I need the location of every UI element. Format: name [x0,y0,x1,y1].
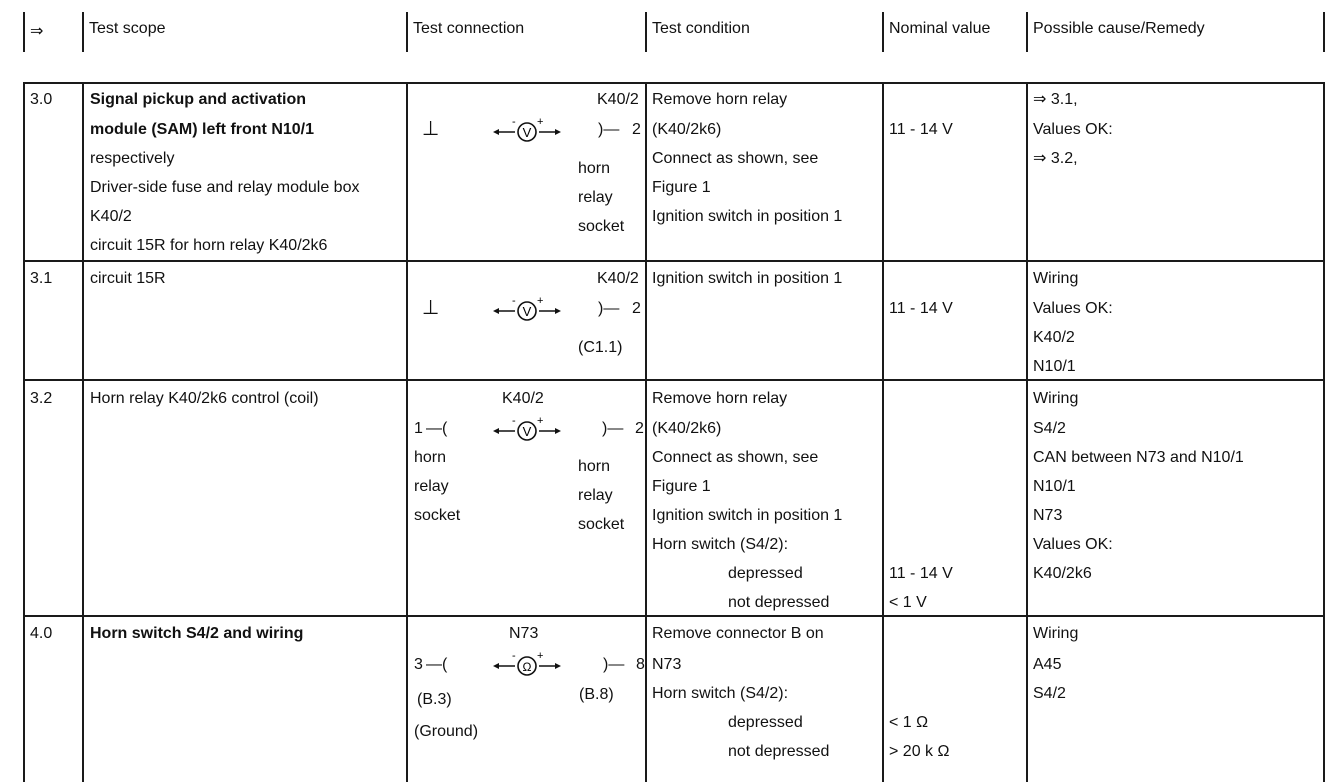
cause-line: Wiring [1033,390,1079,407]
condition-line: Figure 1 [652,179,711,196]
step-number: 4.0 [30,625,53,642]
nominal-value: 11 - 14 V [889,121,953,138]
connector-sub: horn [578,160,611,177]
condition-line: Remove horn relay [652,390,788,407]
condition-line: N73 [652,656,682,673]
cause-line: K40/2k6 [1033,565,1092,582]
svg-text:-: - [512,415,516,427]
connector-plug-icon: )— [602,420,624,437]
connector-sub: (B.8) [579,686,614,703]
condition-line: Remove connector B on [652,625,824,642]
condition-line: not depressed [728,743,830,760]
voltmeter-icon [493,295,561,322]
header-test-connection: Test connection [413,20,525,37]
meter-symbol: V [522,424,532,439]
connector-sub: relay [578,487,613,504]
cause-line: S4/2 [1033,420,1066,437]
condition-line: Remove horn relay [652,91,788,108]
grid-line [882,12,884,52]
cause-line: CAN between N73 and N10/1 [1033,449,1244,466]
pin-number: 2 [632,121,641,138]
ohmmeter-icon [493,650,561,677]
voltmeter-icon [493,415,561,442]
cause-line: Values OK: [1033,536,1113,553]
meter-symbol: Ω [522,660,532,674]
cause-line: N73 [1033,507,1063,524]
connector-label: K40/2 [597,270,639,287]
svg-text:+: + [537,650,544,662]
connector-sub: socket [578,218,625,235]
grid-line [1323,12,1325,52]
grid-line [645,82,647,782]
svg-text:+: + [537,415,544,427]
connector-socket-icon: —( [426,656,448,673]
cause-line: ⇒ 3.1, [1033,91,1078,108]
scope-line: Driver-side fuse and relay module box [90,179,360,196]
grid-line [645,12,647,52]
svg-text:-: - [512,116,516,128]
cause-line: N10/1 [1033,478,1076,495]
condition-line: depressed [728,714,803,731]
grid-line [1026,82,1028,782]
grid-line [406,12,408,52]
condition-line: (K40/2k6) [652,121,722,138]
cause-line: Values OK: [1033,300,1113,317]
step-number: 3.0 [30,91,53,108]
connector-sub: socket [578,516,625,533]
nominal-value: > 20 k Ω [889,743,950,760]
nominal-value: 11 - 14 V [889,300,953,317]
ground-symbol: ⊥ [422,118,440,140]
step-number: 3.1 [30,270,53,287]
pin-number: 2 [635,420,644,437]
connector-sub: relay [414,478,449,495]
meter-symbol: V [522,304,532,319]
scope-line: K40/2 [90,208,132,225]
grid-line [23,379,1325,381]
condition-line: Horn switch (S4/2): [652,536,789,553]
svg-text:+: + [537,116,544,128]
cause-line: Wiring [1033,625,1079,642]
header-nominal-value: Nominal value [889,20,991,37]
nominal-value: < 1 Ω [889,714,929,731]
ground-symbol: ⊥ [422,297,440,319]
grid-line [82,12,84,52]
meter-symbol: V [522,125,532,140]
connector-plug-icon: )— [603,656,625,673]
cause-line: N10/1 [1033,358,1076,375]
cause-line: S4/2 [1033,685,1066,702]
header-possible-cause: Possible cause/Remedy [1033,20,1205,37]
grid-line [23,82,25,782]
scope-line: respectively [90,150,175,167]
condition-line: Ignition switch in position 1 [652,270,843,287]
connector-sub: horn [414,449,447,466]
grid-line [23,615,1325,617]
scope-line: Horn switch S4/2 and wiring [90,625,304,642]
header-test-scope: Test scope [89,20,166,37]
grid-line [1323,82,1325,782]
connector-plug-icon: )— [598,121,620,138]
connector-sub: socket [414,507,461,524]
scope-line: Signal pickup and activation [90,91,307,108]
connector-label: K40/2 [597,91,639,108]
connector-label: N73 [509,625,539,642]
grid-line [23,260,1325,262]
scope-line: circuit 15R for horn relay K40/2k6 [90,237,328,254]
grid-line [82,82,84,782]
connector-sub: (C1.1) [578,339,623,356]
header-test-condition: Test condition [652,20,750,37]
nominal-value: < 1 V [889,594,927,611]
condition-line: Ignition switch in position 1 [652,507,843,524]
connector-socket-icon: —( [426,420,448,437]
nominal-value: 11 - 14 V [889,565,953,582]
grid-line [406,82,408,782]
cause-line: ⇒ 3.2, [1033,150,1078,167]
step-number: 3.2 [30,390,53,407]
connector-sub: (Ground) [414,723,479,740]
connector-plug-icon: )— [598,300,620,317]
svg-text:-: - [512,295,516,307]
grid-line [23,82,1325,84]
connector-sub: horn [578,458,611,475]
condition-line: not depressed [728,594,830,611]
header-arrow: ⇒ [30,23,44,40]
svg-text:+: + [537,295,544,307]
condition-line: Connect as shown, see [652,150,819,167]
pin-number: 3 [414,656,423,673]
grid-line [882,82,884,782]
condition-line: Connect as shown, see [652,449,819,466]
connector-sub: (B.3) [417,691,452,708]
connector-label: K40/2 [502,390,544,407]
connector-sub: relay [578,189,613,206]
pin-number: 8 [636,656,645,673]
pin-number: 1 [414,420,423,437]
cause-line: Wiring [1033,270,1079,287]
condition-line: Figure 1 [652,478,711,495]
cause-line: Values OK: [1033,121,1113,138]
condition-line: Horn switch (S4/2): [652,685,789,702]
svg-text:-: - [512,650,516,662]
grid-line [1026,12,1028,52]
scope-line: Horn relay K40/2k6 control (coil) [90,390,319,407]
grid-line [23,12,25,52]
condition-line: Ignition switch in position 1 [652,208,843,225]
condition-line: (K40/2k6) [652,420,722,437]
voltmeter-icon [493,116,561,143]
scope-line: circuit 15R [90,270,166,287]
cause-line: A45 [1033,656,1062,673]
pin-number: 2 [632,300,641,317]
cause-line: K40/2 [1033,329,1075,346]
condition-line: depressed [728,565,803,582]
scope-line: module (SAM) left front N10/1 [90,121,315,138]
